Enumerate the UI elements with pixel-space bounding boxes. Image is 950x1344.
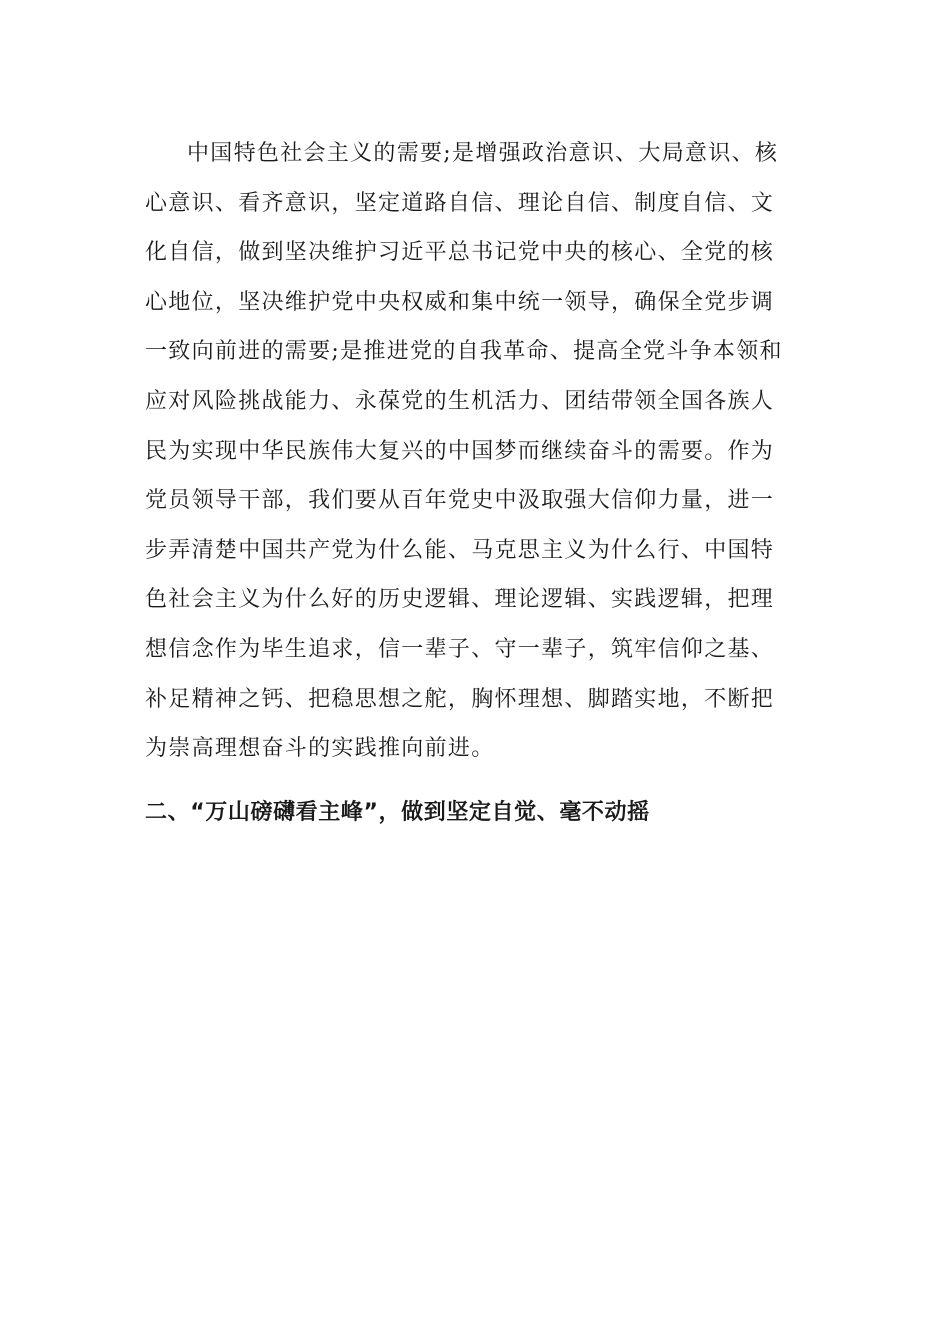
paragraph-line-10: 色社会主义为什么好的历史逻辑、理论逻辑、实践逻辑，把理: [145, 587, 775, 613]
section-heading: 二、“万山磅礴看主峰”，做到坚定自觉、毫不动摇: [145, 800, 650, 825]
paragraph-line-6: 应对风险挑战能力、永葆党的生机活力、团结带领全国各族人: [145, 388, 775, 414]
paragraph-line-13: 为崇高理想奋斗的实践推向前进。: [145, 736, 495, 762]
body-paragraph: [145, 129, 805, 774]
paragraph-line-7: 民为实现中华民族伟大复兴的中国梦而继续奋斗的需要。作为: [145, 438, 775, 464]
paragraph-line-2: 心意识、看齐意识，坚定道路自信、理论自信、制度自信、文: [145, 190, 775, 216]
paragraph-line-3: 化自信，做到坚决维护习近平总书记党中央的核心、全党的核: [145, 240, 775, 266]
paragraph-line-12: 补足精神之钙、把稳思想之舵，胸怀理想、脚踏实地，不断把: [145, 686, 775, 712]
paragraph-line-1: 中国特色社会主义的需要;是增强政治意识、大局意识、核: [187, 141, 779, 166]
paragraph-line-4: 心地位，坚决维护党中央权威和集中统一领导，确保全党步调: [145, 289, 775, 315]
paragraph-line-9: 步弄清楚中国共产党为什么能、马克思主义为什么行、中国特: [145, 537, 775, 563]
paragraph-line-8: 党员领导干部，我们要从百年党史中汲取强大信仰力量，进一: [145, 488, 775, 514]
paragraph-line-5: 一致向前进的需要;是推进党的自我革命、提高全党斗争本领和: [145, 339, 783, 365]
paragraph-line-11: 想信念作为毕生追求，信一辈子、守一辈子，筑牢信仰之基、: [145, 636, 775, 662]
